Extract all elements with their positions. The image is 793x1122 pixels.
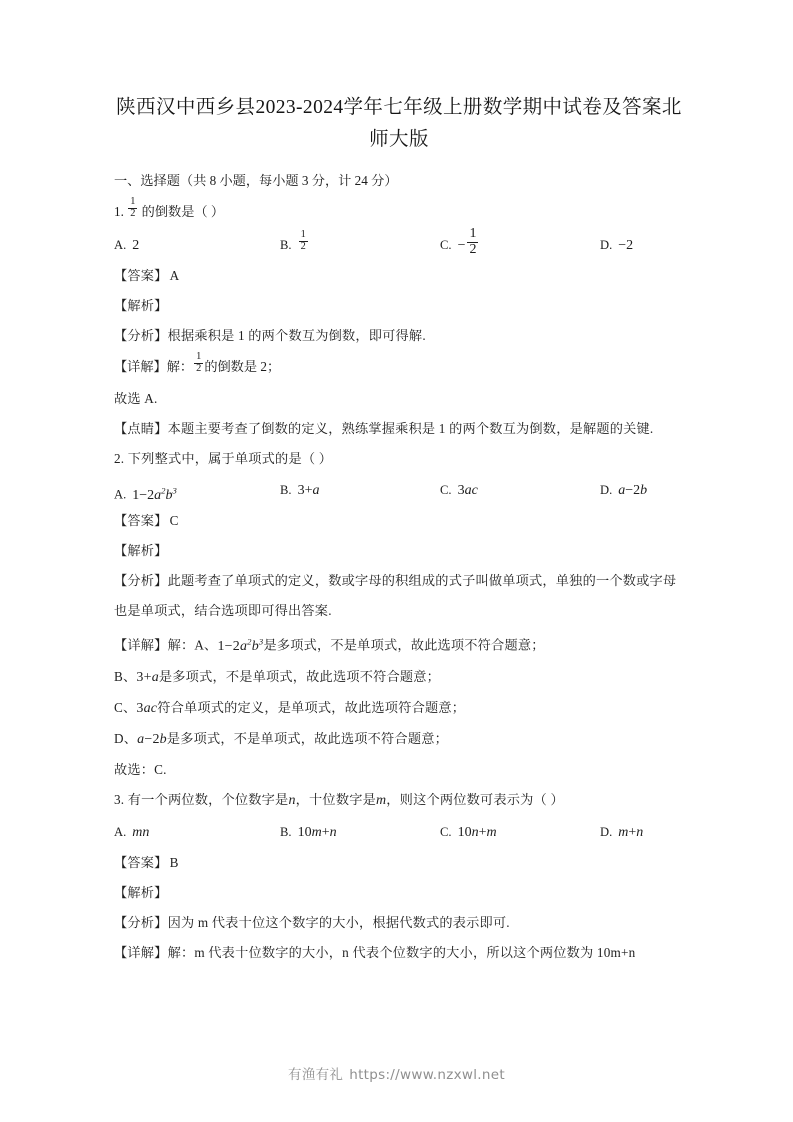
detail-expr-a: $1-2a^2b^3$ — [217, 636, 264, 654]
answer-label: 【答案】 — [114, 268, 168, 283]
question-2-answer-value: C — [169, 513, 179, 528]
detail-label: 【详解】 — [114, 637, 168, 653]
question-1-highlight-line — [114, 414, 684, 444]
question-3-option-c[interactable] — [440, 816, 497, 849]
detail-expr-c: 3ac — [136, 700, 158, 716]
question-3-option-b[interactable] — [280, 816, 337, 849]
question-3-answer-line — [114, 848, 684, 878]
analysis-label: 【分析】 — [114, 914, 168, 930]
question-3-analysis-header: 【解析】 — [114, 884, 168, 900]
question-2-conclusion: 故选：C. — [114, 761, 167, 777]
detail-suffix-b: 是多项式，不是单项式，故此选项不符合题意； — [158, 668, 441, 684]
option-label-c: C. — [440, 483, 452, 497]
question-2-analysis-text: 此题考查了单项式的定义，数或字母的积组成的式子叫做单项式，单独的一个数或字母也是单项式，结合选项即可得出答案. — [114, 573, 677, 618]
question-3-var-n: n — [288, 792, 296, 808]
question-1-fraction: $\frac{1}{2}$ — [130, 196, 136, 220]
highlight-label: 【点睛】 — [114, 421, 168, 436]
page-title: 陕西汉中西乡县2023-2024学年七年级上册数学期中试卷及答案北师大版 — [116, 97, 682, 150]
question-2-option-d[interactable] — [600, 474, 647, 507]
option-value-d: −2 — [618, 238, 634, 253]
detail-suffix-d: 是多项式，不是单项式，故此选项不符合题意； — [166, 730, 448, 746]
question-1-conclusion: 故选 A. — [114, 391, 158, 406]
detail-prefix-c: C、 — [114, 699, 137, 715]
question-1-detail-line — [114, 351, 684, 384]
question-1-answer-value: A — [169, 268, 180, 283]
option-value-b: 10m+n — [297, 824, 337, 840]
question-3-stem-part1: 有一个两位数，个位数字是 — [127, 791, 289, 807]
question-1-detail-suffix: 的倒数是 2； — [204, 359, 281, 374]
question-1-highlight-text: 本题主要考查了倒数的定义，熟练掌握乘积是 1 的两个数互为倒数，是解题的关键. — [167, 421, 654, 436]
question-2-detail-line-c — [114, 693, 684, 724]
answer-label: 【答案】 — [114, 513, 168, 528]
question-2-option-a[interactable] — [114, 474, 177, 512]
option-label-d: D. — [600, 483, 613, 497]
option-label-a: A. — [114, 487, 127, 502]
question-3-option-d[interactable] — [600, 816, 643, 849]
question-2-analysis-header: 【解析】 — [114, 543, 168, 558]
detail-expr-d: a−2b — [137, 731, 167, 747]
detail-prefix-a: 解：A、 — [167, 637, 218, 653]
detail-suffix-c: 符合单项式的定义，是单项式，故此选项符合题意； — [157, 699, 466, 715]
option-label-d: D. — [600, 238, 613, 252]
question-3-number: 3. — [114, 791, 125, 807]
option-value-c: − $\frac{1}{2}$ — [457, 226, 477, 258]
detail-expr-b: 3+a — [136, 669, 159, 685]
option-label-c: C. — [440, 824, 452, 839]
question-2-answer-line — [114, 506, 684, 536]
question-1-number: 1. — [114, 204, 124, 219]
analysis-label: 【分析】 — [114, 573, 168, 588]
question-1-option-a[interactable] — [114, 229, 139, 262]
option-value-a: mn — [132, 824, 150, 840]
question-1-detail-prefix: 解： — [166, 359, 194, 374]
option-label-b: B. — [280, 238, 292, 252]
question-3-analysis-text: 因为 m 代表十位这个数字的大小，根据代数式的表示即可. — [167, 914, 510, 930]
option-value-b: 3+a — [297, 483, 320, 498]
footer-brand: 有渔有礼 — [288, 1067, 344, 1083]
question-1-answer-line — [114, 261, 684, 291]
question-3-stem-part3: ，则这个两位数可表示为（ ） — [386, 791, 564, 807]
question-2-detail-line-d — [114, 724, 684, 755]
detail-label: 【详解】 — [114, 359, 167, 374]
option-label-a: A. — [114, 238, 127, 252]
question-2-stem — [114, 444, 684, 474]
question-3-var-m: m — [375, 792, 387, 808]
question-2-option-c[interactable] — [440, 474, 478, 507]
option-label-c: C. — [440, 238, 452, 252]
option-label-b: B. — [280, 824, 292, 839]
detail-prefix-d: D、 — [114, 730, 138, 746]
option-value-a: $1-2a^2b^3$ — [132, 485, 177, 503]
question-2-analysis-line — [114, 566, 684, 626]
question-1-options — [114, 226, 684, 261]
option-value-b: $\frac{1}{2}$ — [300, 229, 306, 253]
question-3-options — [114, 816, 684, 848]
footer-url: https://www.nzxwl.net — [349, 1067, 505, 1083]
option-label-d: D. — [600, 824, 613, 839]
question-1-analysis-line — [114, 321, 684, 351]
option-value-c: 3ac — [457, 483, 478, 498]
question-2-number: 2. — [114, 451, 125, 466]
footer-watermark — [0, 1063, 793, 1083]
question-3-detail-line — [114, 938, 684, 968]
option-value-d: m+n — [618, 824, 644, 840]
question-2-detail-line-b — [114, 662, 684, 693]
question-1-analysis-header: 【解析】 — [114, 298, 168, 313]
option-value-d: a−2b — [618, 483, 648, 498]
answer-label: 【答案】 — [114, 854, 168, 870]
option-value-a: 2 — [132, 238, 140, 253]
question-1-option-c[interactable] — [440, 226, 479, 262]
question-3-stem — [114, 785, 684, 816]
detail-prefix-b: B、 — [114, 668, 137, 684]
option-value-c: 10n+m — [457, 824, 497, 840]
question-1-stem-text: 的倒数是（ ） — [141, 204, 225, 219]
detail-label: 【详解】 — [114, 944, 168, 960]
question-2-stem-text: 下列整式中，属于单项式的是（ ） — [127, 451, 333, 466]
question-3-stem-part2: ，十位数字是 — [295, 791, 376, 807]
question-2-options — [114, 474, 684, 506]
question-1-stem — [114, 196, 684, 229]
question-3-analysis-line — [114, 908, 684, 938]
section-heading: 一、选择题（共 8 小题，每小题 3 分，计 24 分） — [114, 173, 398, 188]
question-1-detail-fraction: $\frac{1}{2}$ — [196, 351, 202, 375]
document-body — [114, 92, 684, 968]
question-1-option-b[interactable] — [280, 229, 309, 262]
question-3-answer-value: B — [169, 854, 179, 870]
option-label-b: B. — [280, 483, 292, 497]
question-2-detail-line-a — [114, 626, 684, 662]
question-3-detail-text: 解：m 代表十位数字的大小，n 代表个位数字的大小，所以这个两位数为 10m+n — [167, 944, 636, 960]
question-3-option-a[interactable] — [114, 816, 149, 849]
detail-suffix-a: 是多项式，不是单项式，故此选项不符合题意； — [263, 637, 545, 653]
question-2-option-b[interactable] — [280, 474, 319, 507]
question-1-option-d[interactable] — [600, 229, 633, 262]
question-1-analysis-text: 根据乘积是 1 的两个数互为倒数，即可得解. — [167, 328, 426, 343]
analysis-label: 【分析】 — [114, 328, 168, 343]
option-label-a: A. — [114, 824, 127, 839]
